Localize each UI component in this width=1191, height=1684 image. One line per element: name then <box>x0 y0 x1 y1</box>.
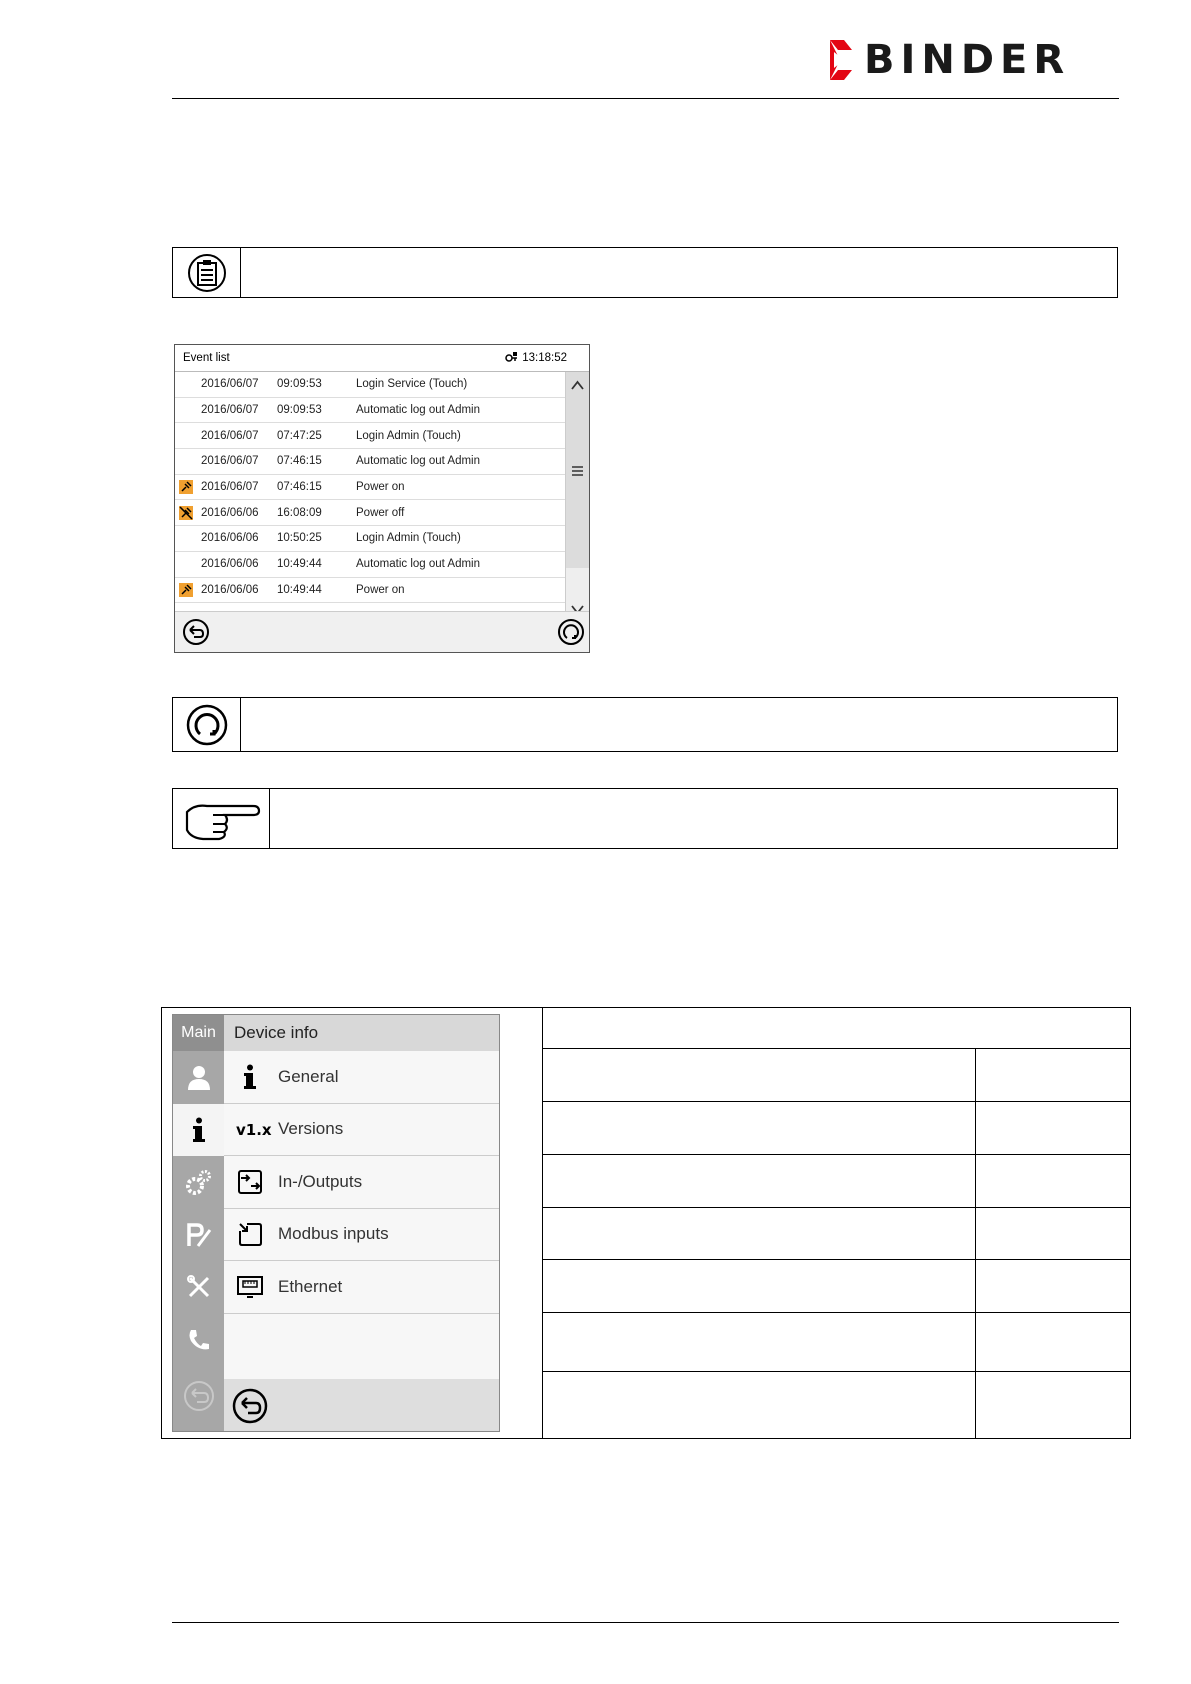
event-list-title: Event list <box>183 352 230 364</box>
refresh-icon-box <box>172 697 1118 752</box>
inout-icon <box>236 1169 264 1195</box>
binder-logo-mark <box>830 40 852 80</box>
event-text: Login Admin (Touch) <box>356 532 461 545</box>
menu-empty-slot <box>224 1314 499 1382</box>
event-time: 07:46:15 <box>277 455 322 468</box>
refresh-icon[interactable] <box>557 618 585 646</box>
scroll-menu-icon[interactable] <box>566 464 589 478</box>
event-text: Login Service (Touch) <box>356 378 468 391</box>
menu-item-label: Ethernet <box>278 1276 343 1296</box>
event-text: Automatic log out Admin <box>356 558 481 571</box>
event-row[interactable] <box>175 423 565 449</box>
sidebar-user-icon[interactable] <box>173 1051 224 1104</box>
event-row-icon-slot <box>179 557 193 571</box>
table-row-line <box>542 1048 1130 1049</box>
event-time: 09:09:53 <box>277 404 322 417</box>
event-date: 2016/06/06 <box>201 532 259 545</box>
footer-rule <box>172 1622 1119 1623</box>
menu-item-in-outputs[interactable] <box>224 1156 499 1209</box>
event-list-icon <box>184 253 230 293</box>
event-row[interactable] <box>175 552 565 578</box>
table-row-line <box>542 1154 1130 1155</box>
event-row[interactable] <box>175 475 565 501</box>
menu-item-label: In-/Outputs <box>278 1171 363 1191</box>
event-list-footer <box>175 611 589 652</box>
event-list-icon-box <box>172 247 1118 298</box>
menu-item-general[interactable] <box>224 1051 499 1104</box>
event-list-icon-cell <box>173 248 241 297</box>
event-row[interactable] <box>175 500 565 526</box>
event-time: 16:08:09 <box>277 506 322 519</box>
event-date: 2016/06/06 <box>201 583 259 596</box>
sidebar-service-icon[interactable] <box>173 1261 224 1314</box>
sidebar-phone-icon[interactable] <box>173 1314 224 1367</box>
table-row-line <box>542 1259 1130 1260</box>
event-date: 2016/06/06 <box>201 506 259 519</box>
info-icon <box>236 1064 264 1090</box>
table-row-line <box>542 1207 1130 1208</box>
scroll-up-icon[interactable] <box>566 376 589 396</box>
event-time: 10:49:44 <box>277 583 322 596</box>
version-icon <box>236 1120 272 1140</box>
table-divider <box>542 1008 543 1438</box>
menu-item-label: Versions <box>278 1119 344 1139</box>
event-list-clock <box>505 352 567 364</box>
modbus-icon <box>236 1221 264 1247</box>
hint-box <box>172 788 1118 849</box>
table-row-line <box>542 1312 1130 1313</box>
power-on-icon <box>179 583 193 597</box>
event-row[interactable] <box>175 578 565 604</box>
event-list-window <box>174 344 590 653</box>
event-date: 2016/06/07 <box>201 481 259 494</box>
event-date: 2016/06/07 <box>201 378 259 391</box>
event-row-icon-slot <box>179 377 193 391</box>
table-row-line <box>542 1101 1130 1102</box>
event-row-icon-slot <box>179 429 193 443</box>
header-rule <box>172 98 1119 99</box>
event-text: Login Admin (Touch) <box>356 429 461 442</box>
refresh-large-icon <box>185 703 229 747</box>
event-row[interactable] <box>175 526 565 552</box>
event-row[interactable] <box>175 372 565 398</box>
svg-text:v1.x: v1.x <box>236 1121 272 1140</box>
event-text: Power on <box>356 583 405 596</box>
event-date: 2016/06/06 <box>201 558 259 571</box>
event-text: Automatic log out Admin <box>356 404 481 417</box>
event-date: 2016/06/07 <box>201 429 259 442</box>
sidebar-settings-icon[interactable] <box>173 1156 224 1209</box>
main-tab[interactable]: Main <box>173 1015 224 1051</box>
event-list-rows <box>175 372 565 624</box>
event-time: 10:49:44 <box>277 558 322 571</box>
device-info-title: Device info <box>224 1015 499 1051</box>
event-date: 2016/06/07 <box>201 455 259 468</box>
event-text: Power off <box>356 506 405 519</box>
event-row[interactable] <box>175 398 565 424</box>
power-off-icon <box>179 506 193 520</box>
device-info-menu <box>172 1014 500 1432</box>
event-time: 09:09:53 <box>277 378 322 391</box>
menu-item-label: Modbus inputs <box>278 1224 389 1244</box>
table-divider <box>975 1048 976 1438</box>
device-info-footer <box>224 1379 499 1431</box>
sidebar-program-editor-icon[interactable] <box>173 1209 224 1262</box>
event-time: 07:46:15 <box>277 481 322 494</box>
table-row-line <box>542 1371 1130 1372</box>
back-icon[interactable] <box>182 618 210 646</box>
event-text: Automatic log out Admin <box>356 455 481 468</box>
event-time: 10:50:25 <box>277 532 322 545</box>
event-row-icon-slot <box>179 454 193 468</box>
menu-item-ethernet[interactable] <box>224 1261 499 1314</box>
event-row[interactable] <box>175 449 565 475</box>
event-text: Power on <box>356 481 405 494</box>
main-sidebar <box>173 1015 224 1431</box>
sidebar-back-icon <box>173 1366 224 1425</box>
menu-item-label: General <box>278 1066 339 1086</box>
event-date: 2016/06/07 <box>201 404 259 417</box>
pointing-hand-icon <box>181 794 261 844</box>
event-row-icon-slot <box>179 531 193 545</box>
hint-icon-cell <box>173 789 270 848</box>
power-on-icon <box>179 480 193 494</box>
menu-item-versions[interactable] <box>224 1104 499 1157</box>
back-icon[interactable] <box>232 1388 268 1424</box>
event-row-icon-slot <box>179 403 193 417</box>
refresh-icon-cell <box>173 698 241 751</box>
sidebar-info-icon[interactable] <box>173 1104 224 1157</box>
menu-item-modbus-inputs[interactable] <box>224 1209 499 1262</box>
user-key-icon <box>505 352 518 364</box>
ethernet-icon <box>236 1275 264 1299</box>
event-time: 07:47:25 <box>277 429 322 442</box>
event-list-scrollbar[interactable] <box>565 372 589 624</box>
binder-logo <box>830 37 1071 83</box>
event-list-header <box>175 345 589 372</box>
event-list-time: 13:18:52 <box>522 352 567 364</box>
binder-logo-text: BINDER <box>864 37 1071 83</box>
